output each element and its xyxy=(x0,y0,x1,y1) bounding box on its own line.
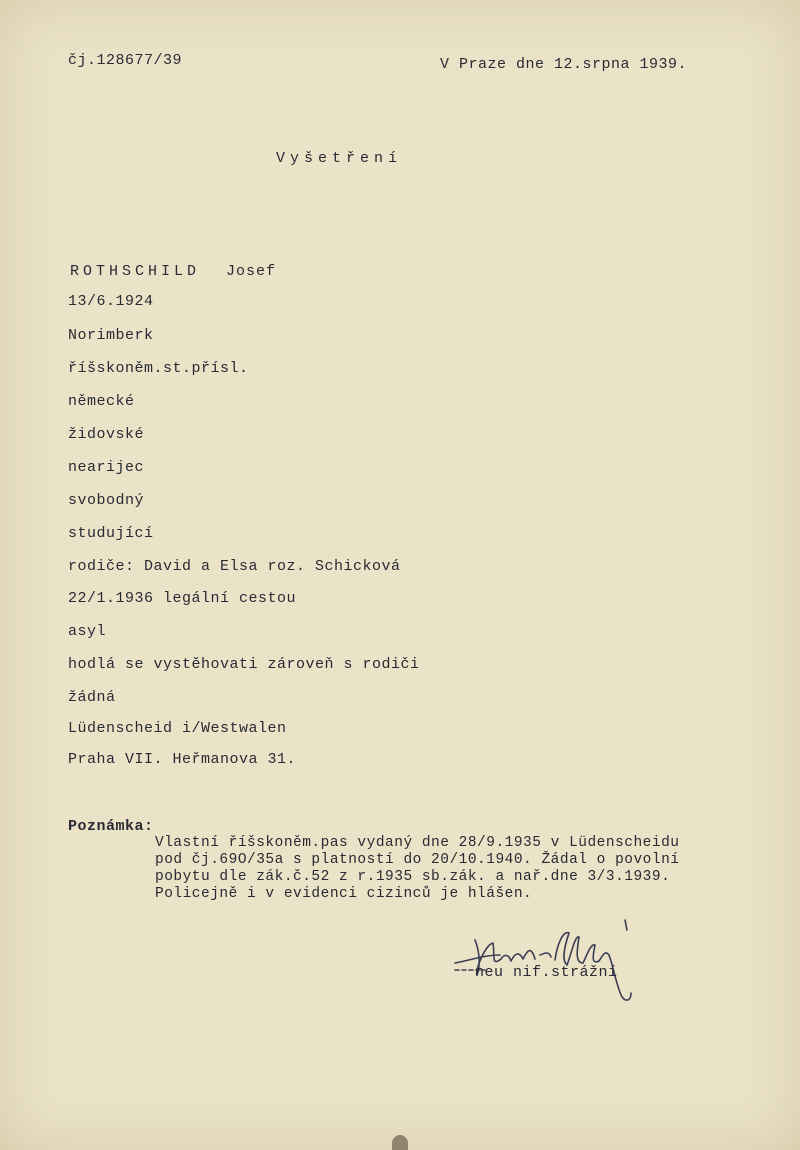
note-line: Policejně i v evidenci cizinců je hlášen. xyxy=(155,886,533,902)
field-last-residence: Lüdenscheid i/Westwalen xyxy=(68,720,287,737)
paper-crease xyxy=(392,1135,408,1150)
field-parents: rodiče: David a Elsa roz. Schicková xyxy=(68,558,401,575)
field-intention: hodlá se vystěhovati zároveň s rodiči xyxy=(68,656,420,673)
field-purpose: asyl xyxy=(68,623,107,640)
field-nationality: německé xyxy=(68,393,135,410)
field-birthplace: Norimberk xyxy=(68,327,154,344)
note-line: pod čj.69O/35a s platností do 20/10.1940. Žádal o povolní xyxy=(155,852,680,868)
field-property: žádná xyxy=(68,689,116,706)
field-occupation: studující xyxy=(68,525,154,542)
surname: ROTHSCHILD xyxy=(70,263,201,280)
field-religion: židovské xyxy=(68,426,145,443)
person-name xyxy=(70,263,276,280)
reference-number: čj.128677/39 xyxy=(68,52,183,69)
field-arrival: 22/1.1936 legální cestou xyxy=(68,590,297,607)
note-line: Vlastní říšskoněm.pas vydaný dne 28/9.1935 v Lüdenscheidu xyxy=(155,835,680,851)
document-title: Vyšetření xyxy=(276,150,403,167)
note-label: Poznámka: xyxy=(68,818,154,835)
note-line: pobytu dle zák.č.52 z r.1935 sb.zák. a nař.dne 3/3.1939. xyxy=(155,869,671,885)
field-birthdate: 13/6.1924 xyxy=(68,293,154,310)
place-date: V Praze dne 12.srpna 1939. xyxy=(440,56,688,73)
signatory-title: neu nif.strážní xyxy=(475,964,618,981)
field-marital-status: svobodný xyxy=(68,492,145,509)
field-citizenship: říšskoněm.st.přísl. xyxy=(68,360,249,377)
handwritten-signature xyxy=(445,915,645,1005)
field-race: nearijec xyxy=(68,459,145,476)
given-name: Josef xyxy=(226,263,277,280)
field-address: Praha VII. Heřmanova 31. xyxy=(68,751,297,768)
